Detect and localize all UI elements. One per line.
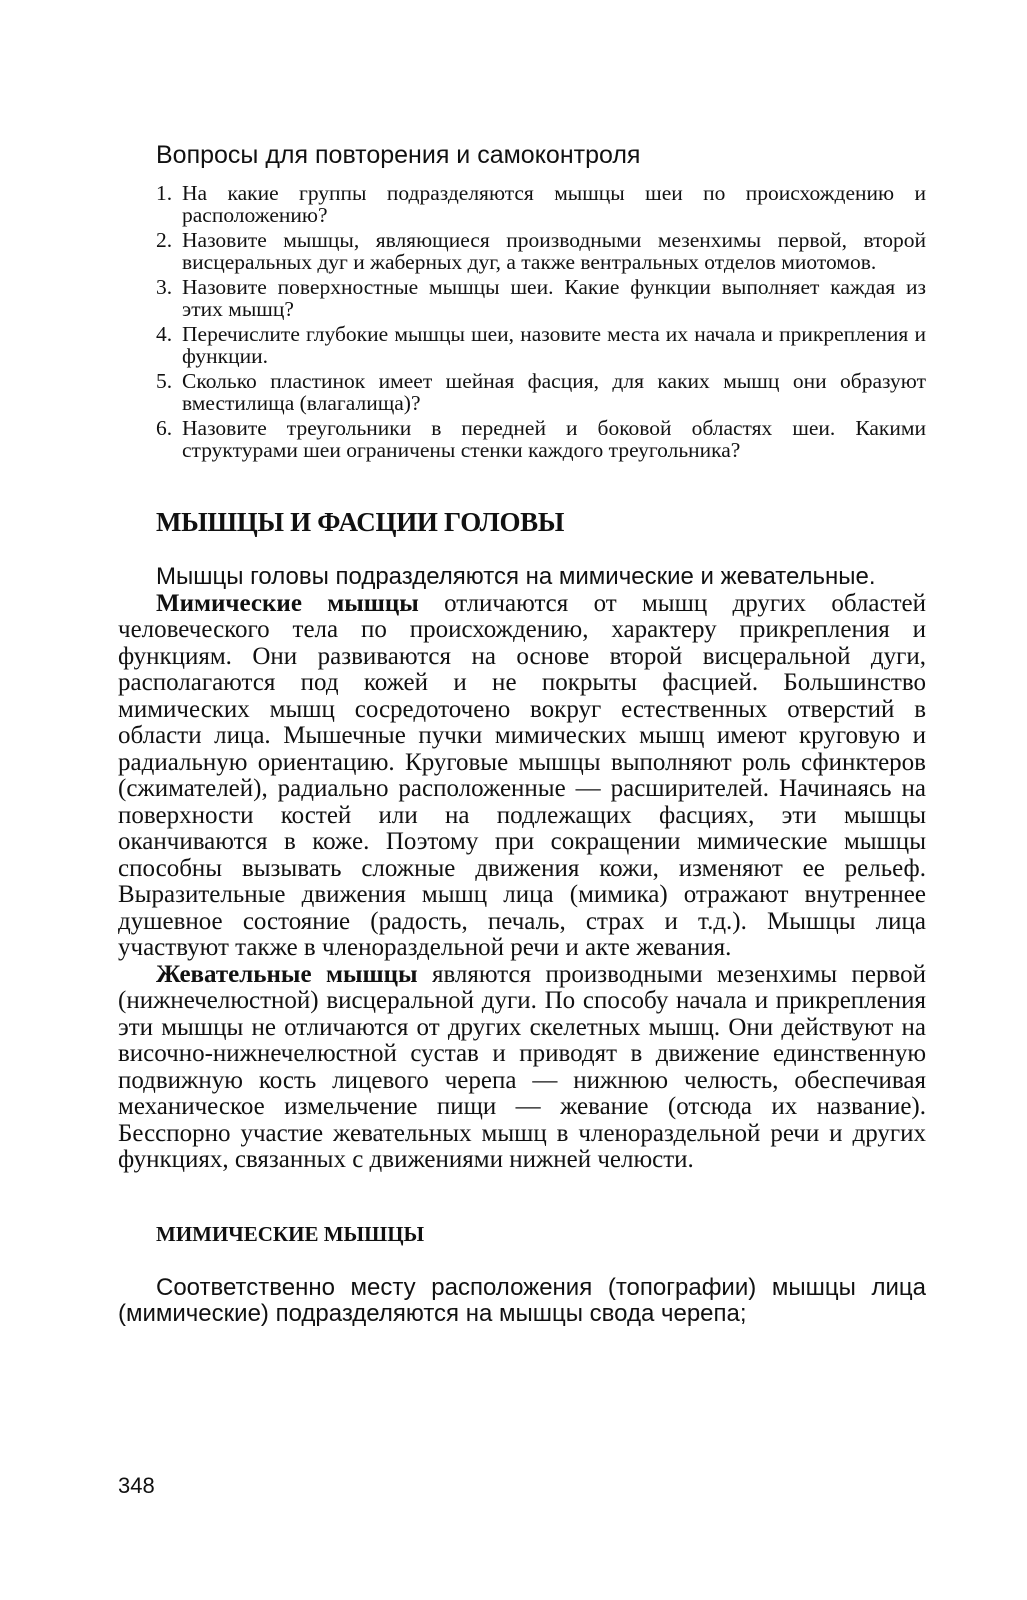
question-number: 5.	[156, 369, 173, 393]
page-content	[118, 140, 926, 1328]
question-text: Назовите поверхностные мышцы шеи. Какие функции выполняет каждая из этих мышц?	[182, 275, 926, 321]
question-item	[156, 323, 926, 367]
mimic-muscles-term: Мимические мышцы	[156, 589, 419, 617]
question-item	[156, 417, 926, 461]
question-number: 3.	[156, 275, 173, 299]
chewing-muscles-paragraph	[118, 962, 926, 1174]
question-item	[156, 370, 926, 414]
subsection-heading: МИМИЧЕСКИЕ МЫШЦЫ	[156, 1221, 425, 1246]
page-number: 348	[118, 1473, 155, 1498]
question-number: 6.	[156, 416, 173, 440]
question-text: Назовите мышцы, являющиеся производными мезенхимы первой, второй висцеральных дуг и жаберных дуг, а также вентральных отделов миотомов.	[182, 228, 926, 274]
question-item	[156, 182, 926, 226]
questions-heading: Вопросы для повторения и самоконтроля	[156, 141, 641, 169]
chewing-muscles-term: Жевательные мышцы	[156, 960, 418, 988]
question-text: На какие группы подразделяются мышцы шеи по происхождению и расположению?	[182, 181, 926, 227]
question-text: Перечислите глубокие мышцы шеи, назовите места их начала и прикрепления и функции.	[182, 322, 926, 368]
question-text: Назовите треугольники в передней и боковой областях шеи. Какими структурами шеи ограничены стенки каждого треугольника?	[182, 416, 926, 462]
question-text: Сколько пластинок имеет шейная фасция, для каких мышц они образуют вместилища (влагалища)?	[182, 369, 926, 415]
mimic-muscles-text: отличаются от мышц других областей человеческого тела по происхождению, характеру прикрепления и функциям. Они развиваются на основе второй висцеральной дуги, располагаются под кожей и не покрыты фасцией. Большинство мимических мышц сосредоточено вокруг естественных отверстий в области лица. Мышечные пучки мимических мышц имеют круговую и радиальную ориентацию. Круговые мышцы выполняют роль сфинктеров (сжимателей), радиально расположенные — расширителей. Начинаясь на поверхности костей или на подлежащих фасциях, эти мышцы оканчиваются в коже. Поэтому при сокращении мимические мышцы способны вызывать сложные движения кожи, изменяют ее рельеф. Выразительные движения мышц лица (мимика) отражают внутреннее душевное состояние (радость, печаль, страх и т.д.). Мышцы лица участвуют также в членораздельной речи и акте жевания.	[118, 589, 926, 961]
question-item	[156, 276, 926, 320]
question-number: 4.	[156, 322, 173, 346]
question-number: 2.	[156, 228, 173, 252]
question-number: 1.	[156, 181, 173, 205]
section-heading: МЫШЦЫ И ФАСЦИИ ГОЛОВЫ	[156, 507, 565, 537]
subsection-paragraph: Соответственно месту расположения (топографии) мышцы лица (мимические) подразделяются на мышцы свода черепа;	[118, 1273, 926, 1327]
chewing-muscles-text: являются производными мезенхимы первой (нижнечелюстной) висцеральной дуги. По способу начала и прикрепления эти мышцы не отличаются от других скелетных мышц. Они действуют на височно-нижнечелюстной сустав и приводят в движение единственную подвижную кость лицевого черепа — нижнюю челюсть, обеспечивая механическое измельчение пищи — жевание (отсюда их название). Бесспорно участие жевательных мышц в членораздельной речи и других функциях, связанных с движениями нижней челюсти.	[118, 960, 926, 1173]
questions-list	[156, 182, 926, 461]
intro-paragraph: Мышцы головы подразделяются на мимические и жевательные.	[156, 563, 876, 590]
question-item	[156, 229, 926, 273]
mimic-muscles-paragraph	[118, 591, 926, 962]
